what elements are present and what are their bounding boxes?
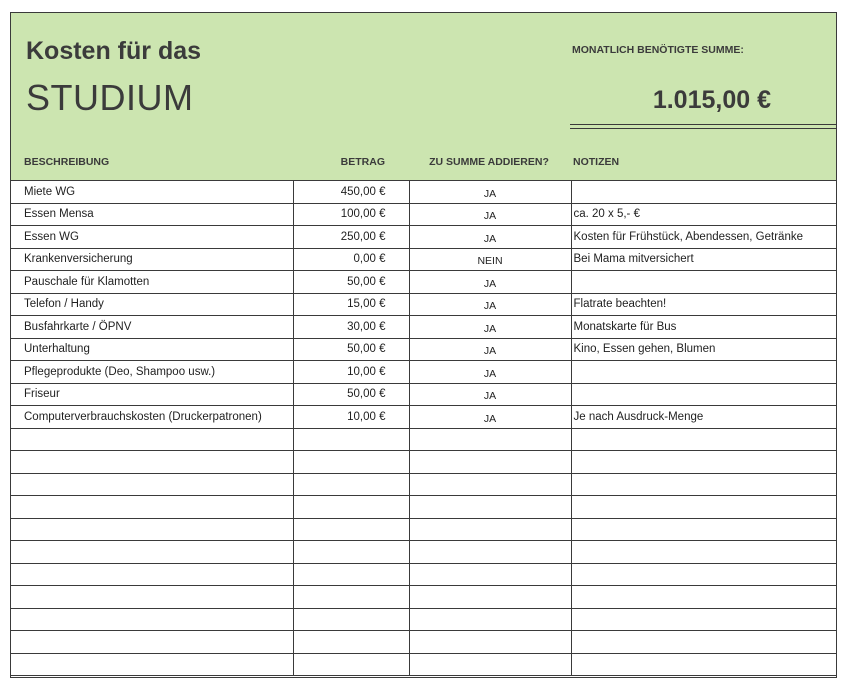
cell-notes[interactable] xyxy=(571,541,837,564)
cost-table xyxy=(11,180,837,676)
cell-notes[interactable] xyxy=(571,428,837,451)
table-row xyxy=(11,406,837,429)
column-header-description: BESCHREIBUNG xyxy=(24,156,110,168)
cell-add-to-sum[interactable]: JA xyxy=(409,181,571,204)
cell-amount[interactable] xyxy=(293,653,409,676)
cell-description[interactable]: Computerverbrauchskosten (Druckerpatronen) xyxy=(11,406,293,429)
cell-amount[interactable] xyxy=(293,496,409,519)
cell-description[interactable]: Essen Mensa xyxy=(11,203,293,226)
cell-add-to-sum[interactable] xyxy=(409,451,571,474)
budget-sheet xyxy=(10,12,837,678)
cell-notes[interactable] xyxy=(571,473,837,496)
table-row xyxy=(11,518,837,541)
cell-description[interactable] xyxy=(11,496,293,519)
cell-add-to-sum[interactable] xyxy=(409,518,571,541)
cell-add-to-sum[interactable] xyxy=(409,563,571,586)
cell-amount[interactable]: 10,00 € xyxy=(293,361,409,384)
table-row xyxy=(11,563,837,586)
cell-notes[interactable] xyxy=(571,653,837,676)
cell-description[interactable] xyxy=(11,653,293,676)
cell-add-to-sum[interactable]: JA xyxy=(409,338,571,361)
cell-notes[interactable]: Kosten für Frühstück, Abendessen, Getränke xyxy=(571,226,837,249)
cell-add-to-sum[interactable]: JA xyxy=(409,316,571,339)
cell-add-to-sum[interactable] xyxy=(409,631,571,654)
cell-amount[interactable] xyxy=(293,563,409,586)
cell-notes[interactable] xyxy=(571,608,837,631)
cell-description[interactable] xyxy=(11,563,293,586)
table-row xyxy=(11,316,837,339)
cell-notes[interactable] xyxy=(571,271,837,294)
cell-notes[interactable] xyxy=(571,563,837,586)
table-row xyxy=(11,383,837,406)
cell-description[interactable]: Unterhaltung xyxy=(11,338,293,361)
cell-description[interactable] xyxy=(11,631,293,654)
header-band xyxy=(11,13,836,180)
sum-double-underline xyxy=(570,124,836,129)
cell-add-to-sum[interactable]: JA xyxy=(409,226,571,249)
cell-amount[interactable]: 50,00 € xyxy=(293,383,409,406)
table-row xyxy=(11,586,837,609)
table-row xyxy=(11,293,837,316)
cell-add-to-sum[interactable]: NEIN xyxy=(409,248,571,271)
cell-add-to-sum[interactable] xyxy=(409,496,571,519)
cell-description[interactable]: Pflegeprodukte (Deo, Shampoo usw.) xyxy=(11,361,293,384)
table-row xyxy=(11,361,837,384)
monthly-sum-value: 1.015,00 € xyxy=(652,86,771,114)
cell-add-to-sum[interactable]: JA xyxy=(409,361,571,384)
column-header-add-to-sum: ZU SUMME ADDIEREN? xyxy=(429,156,549,168)
cell-add-to-sum[interactable] xyxy=(409,653,571,676)
cell-notes[interactable] xyxy=(571,496,837,519)
cell-add-to-sum[interactable] xyxy=(409,541,571,564)
cell-description[interactable]: Essen WG xyxy=(11,226,293,249)
cell-notes[interactable] xyxy=(571,631,837,654)
cell-add-to-sum[interactable]: JA xyxy=(409,383,571,406)
cell-description[interactable] xyxy=(11,451,293,474)
table-row xyxy=(11,631,837,654)
table-row xyxy=(11,473,837,496)
cell-amount[interactable] xyxy=(293,631,409,654)
cell-notes[interactable]: Bei Mama mitversichert xyxy=(571,248,837,271)
cell-add-to-sum[interactable] xyxy=(409,608,571,631)
table-row xyxy=(11,203,837,226)
table-row xyxy=(11,428,837,451)
cell-description[interactable] xyxy=(11,473,293,496)
cell-notes[interactable]: Monatskarte für Bus xyxy=(571,316,837,339)
cell-amount[interactable]: 50,00 € xyxy=(293,271,409,294)
cell-notes[interactable] xyxy=(571,451,837,474)
table-row xyxy=(11,271,837,294)
cell-notes[interactable] xyxy=(571,383,837,406)
cell-amount[interactable] xyxy=(293,586,409,609)
column-header-notes: NOTIZEN xyxy=(573,156,620,168)
cell-add-to-sum[interactable] xyxy=(409,473,571,496)
table-row xyxy=(11,653,837,676)
cell-amount[interactable] xyxy=(293,541,409,564)
cell-description[interactable] xyxy=(11,608,293,631)
cell-amount[interactable]: 10,00 € xyxy=(293,406,409,429)
cell-amount[interactable]: 30,00 € xyxy=(293,316,409,339)
cell-description[interactable]: Busfahrkarte / ÖPNV xyxy=(11,316,293,339)
cell-description[interactable]: Miete WG xyxy=(11,181,293,204)
cell-add-to-sum[interactable]: JA xyxy=(409,271,571,294)
cell-amount[interactable] xyxy=(293,608,409,631)
cell-amount[interactable]: 450,00 € xyxy=(293,181,409,204)
cell-amount[interactable]: 15,00 € xyxy=(293,293,409,316)
page-title-line2: STUDIUM xyxy=(26,77,194,118)
cell-notes[interactable]: Flatrate beachten! xyxy=(571,293,837,316)
table-row xyxy=(11,451,837,474)
cell-amount[interactable]: 50,00 € xyxy=(293,338,409,361)
cell-add-to-sum[interactable] xyxy=(409,586,571,609)
cell-notes[interactable] xyxy=(571,181,837,204)
table-row xyxy=(11,248,837,271)
cell-amount[interactable] xyxy=(293,451,409,474)
cell-add-to-sum[interactable]: JA xyxy=(409,293,571,316)
column-header-amount: BETRAG xyxy=(340,156,385,168)
cell-add-to-sum[interactable]: JA xyxy=(409,203,571,226)
table-row xyxy=(11,541,837,564)
cell-amount[interactable] xyxy=(293,518,409,541)
cell-description[interactable]: Pauschale für Klamotten xyxy=(11,271,293,294)
cell-notes[interactable]: ca. 20 x 5,- € xyxy=(571,203,837,226)
table-row xyxy=(11,226,837,249)
cell-description[interactable] xyxy=(11,541,293,564)
cell-amount[interactable] xyxy=(293,428,409,451)
cell-description[interactable]: Telefon / Handy xyxy=(11,293,293,316)
table-row xyxy=(11,608,837,631)
monthly-sum-label: MONATLICH BENÖTIGTE SUMME: xyxy=(572,44,744,56)
cell-description[interactable]: Krankenversicherung xyxy=(11,248,293,271)
cell-notes[interactable] xyxy=(571,586,837,609)
cell-amount[interactable]: 0,00 € xyxy=(293,248,409,271)
cell-notes[interactable] xyxy=(571,361,837,384)
cell-amount[interactable]: 100,00 € xyxy=(293,203,409,226)
cell-description[interactable] xyxy=(11,518,293,541)
cell-amount[interactable] xyxy=(293,473,409,496)
cell-add-to-sum[interactable]: JA xyxy=(409,406,571,429)
table-row xyxy=(11,338,837,361)
page-title-line1: Kosten für das xyxy=(26,37,202,65)
cell-notes[interactable]: Kino, Essen gehen, Blumen xyxy=(571,338,837,361)
cell-notes[interactable]: Je nach Ausdruck-Menge xyxy=(571,406,837,429)
cell-description[interactable]: Friseur xyxy=(11,383,293,406)
table-row xyxy=(11,181,837,204)
cell-description[interactable] xyxy=(11,428,293,451)
cell-amount[interactable]: 250,00 € xyxy=(293,226,409,249)
cell-notes[interactable] xyxy=(571,518,837,541)
table-row xyxy=(11,496,837,519)
cell-description[interactable] xyxy=(11,586,293,609)
cell-add-to-sum[interactable] xyxy=(409,428,571,451)
